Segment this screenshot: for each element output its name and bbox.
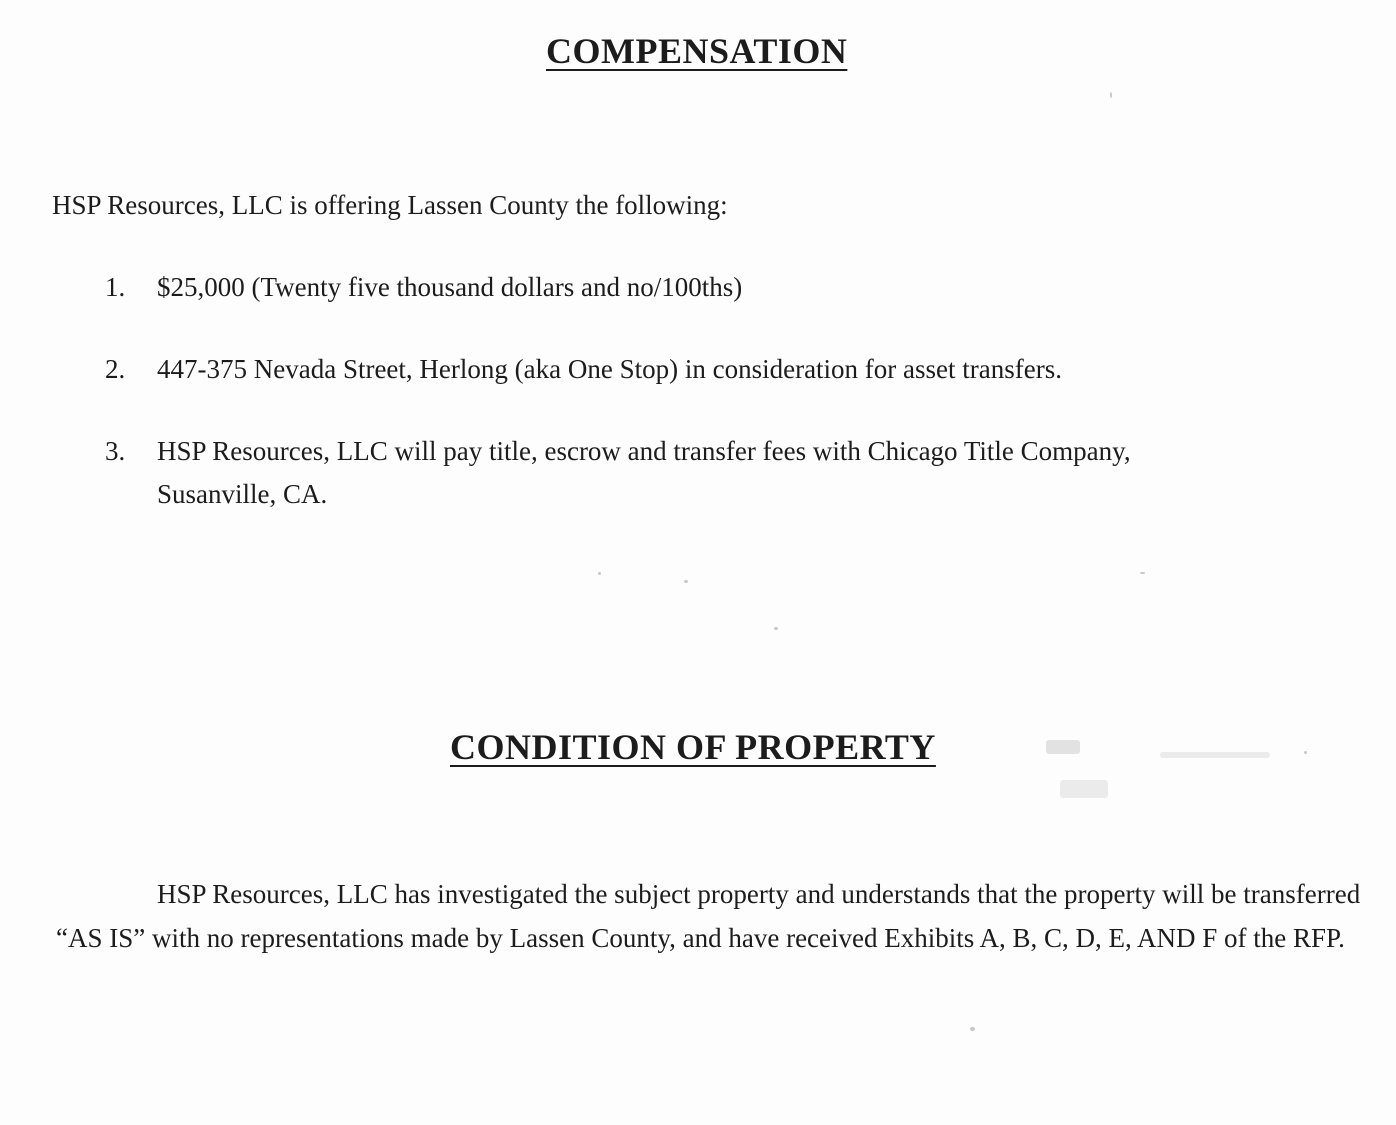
list-item-text: 447-375 Nevada Street, Herlong (aka One Stop) in consideration for asset transfers. [157,354,1062,384]
scan-speck [684,580,688,583]
list-item-number: 3. [105,436,126,466]
scan-speck [1110,92,1112,98]
list-item-text: $25,000 (Twenty five thousand dollars and no/100ths) [157,272,743,302]
list-item-text [157,430,1131,516]
scan-speck [774,627,778,630]
scan-smudge [1060,780,1108,798]
scan-smudge [1046,740,1080,754]
condition-paragraph: HSP Resources, LLC has investigated the subject property and understands that the property will be transferred “AS IS” with no representations made by Lassen County, and have received Exhibits A, B, C, D, E, AND F of the RFP. [56,879,1361,953]
list-item-number: 1. [105,272,126,302]
scan-speck [1140,572,1145,574]
list-item-number: 2. [105,354,126,384]
list-item-text-line-1: HSP Resources, LLC will pay title, escrow and transfer fees with Chicago Title Company, [157,436,1131,466]
scan-speck [1304,751,1307,754]
compensation-heading: COMPENSATION [546,31,848,71]
scan-smudge [1160,752,1270,758]
scan-speck [598,572,601,575]
list-item-text-line-2: Susanville, CA. [157,479,328,509]
compensation-intro: HSP Resources, LLC is offering Lassen County the following: [52,190,728,220]
scan-speck [970,1027,975,1031]
condition-heading: CONDITION OF PROPERTY [450,727,936,767]
